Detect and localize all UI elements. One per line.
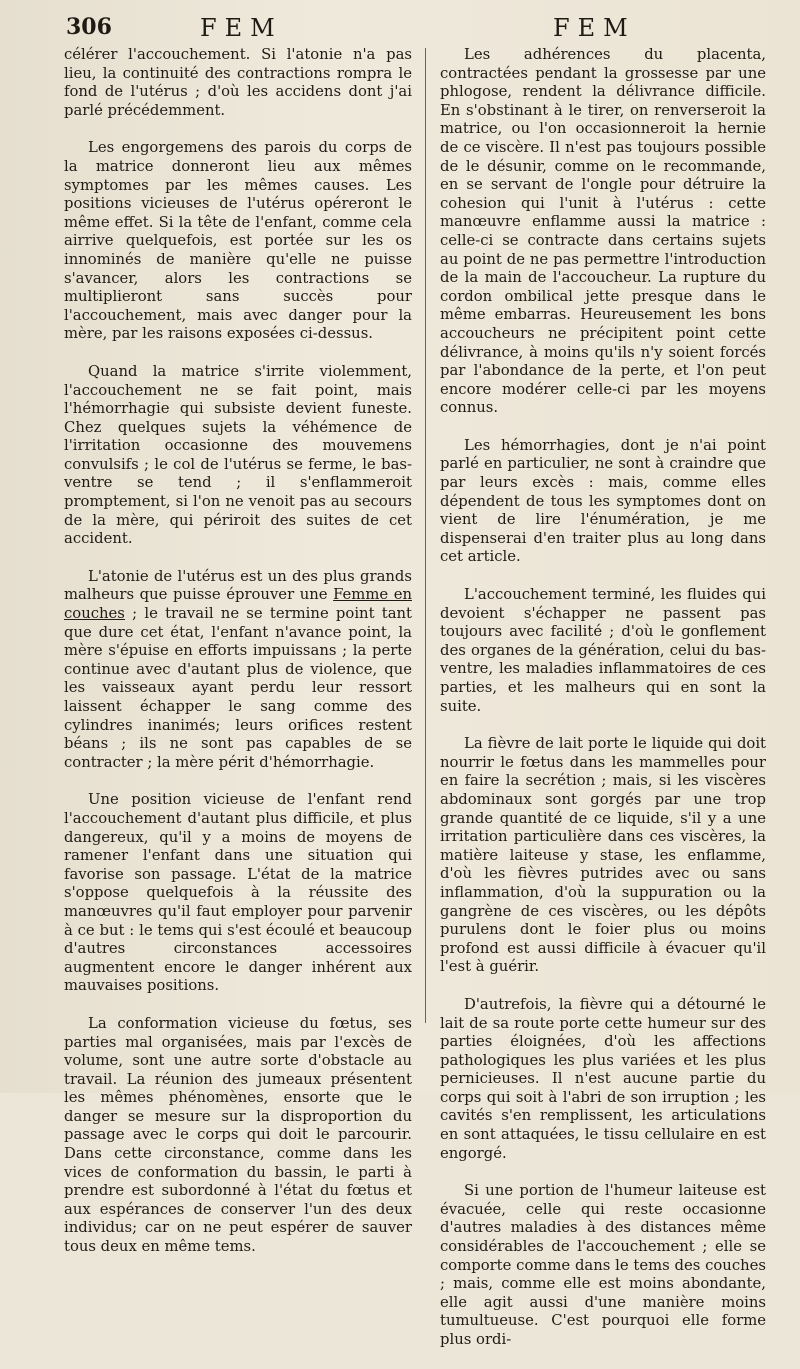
paragraph: La fièvre de lait porte le liquide qui doit nourrir le fœtus dans les mammelles pour en faire la secrétion ; mais, si les viscères abdominaux sont gorgés par une trop grande quantité de ce liquide, s'il y a une irritation particulière dans ces viscères, la matière laiteuse y stase, les enflamme, d'où les fièvres putrides avec ou sans inflammation, d'où la suppuration ou la gangrène de ces viscères, ou les dépôts purulens dont le foier plus ou moins profond est aussi difficile à évacuer qu'il l'est à guérir. bbox=[440, 735, 766, 976]
left-column bbox=[64, 46, 412, 1276]
paragraph: L'accouchement terminé, les fluides qui devoient s'échapper ne passent pas toujours avec facilité ; d'où le gonflement des organes de la génération, celui du bas-ventre, les maladies inflammatoires de ces parties, et les malheurs qui en sont la suite. bbox=[440, 586, 766, 715]
paragraph: Quand la matrice s'irrite violemment, l'accouchement ne se fait point, mais l'hémorrhagie qui subsiste devient funeste. Chez quelques sujets la véhémence de l'irritation occasionne des mouvemens convulsifs ; le col de l'utérus se ferme, le bas-ventre se tend ; il s'enflammeroit promptement, si l'on ne venoit pas au secours de la mère, qui périroit des suites de cet accident. bbox=[64, 362, 412, 548]
paragraph bbox=[64, 568, 412, 773]
running-head-right: FEM bbox=[553, 14, 636, 42]
paragraph-text: ; le travail ne se termine point tant que dure cet état, l'enfant n'avance point, la mère s'épuise en efforts impuissans ; la perte continue avec d'autant plus de violence, que les vaisseaux ayant perdu leur ressort laissent échapper le sang comme des cylindres inanimés; leurs orifices restent béans ; ils ne sont pas capables de se contracter ; la mère périt d'hémorrhagie. bbox=[64, 605, 412, 771]
paragraph-text: L'atonie de l'utérus est un des plus grands malheurs que puisse éprouver une bbox=[64, 567, 412, 604]
emphasized-term: Femme en couches bbox=[64, 586, 412, 623]
paragraph: La conformation vicieuse du fœtus, ses parties mal organisées, mais par l'excès de volume, sont une autre sorte d'obstacle au travail. La réunion des jumeaux présentent les mêmes phénomènes, ensorte que le danger se mesure sur la disproportion du passage avec le corps qui doit le parcourir. Dans cette circonstance, comme dans les vices de conformation du bassin, le parti à prendre est subordonné à l'état du fœtus et aux espérances de conserver l'un des deux individus; car on ne peut espérer de sauver tous deux en même tems. bbox=[64, 1014, 412, 1256]
paragraph: Si une portion de l'humeur laiteuse est évacuée, celle qui reste occasionne d'autres maladies à des distances même considérables de l'accouchement ; elle se comporte comme dans le tems des couches ; mais, comme elle est moins abondante, elle agit aussi d'une manière moins tumultueuse. C'est pourquoi elle forme plus ordi- bbox=[440, 1182, 766, 1348]
running-head-left: FEM bbox=[200, 14, 283, 42]
page-number: 306 bbox=[66, 14, 112, 40]
paragraph: célérer l'accouchement. Si l'atonie n'a pas lieu, la continuité des contractions rompra le fond de l'utérus ; d'où les accidens dont j'ai parlé précédemment. bbox=[64, 46, 412, 119]
paragraph: Les engorgemens des parois du corps de la matrice donneront lieu aux mêmes symptomes par les mêmes causes. Les positions vicieuses de l'utérus opéreront le même effet. Si la tête de l'enfant, comme cela airrive quelquefois, est portée sur les os innominés de manière qu'elle ne puisse s'avancer, alors les contractions se multiplieront sans succès pour l'accouchement, mais avec danger pour la mère, par les raisons exposées ci-dessus. bbox=[64, 139, 412, 343]
column-divider bbox=[425, 48, 426, 1023]
page-header bbox=[0, 14, 800, 44]
paragraph: Les hémorrhagies, dont je n'ai point parlé en particulier, ne sont à craindre que par leurs excès : mais, comme elles dépendent de tous les symptomes dont on vient de lire l'énumération, je me dispenserai d'en traiter plus au long dans cet article. bbox=[440, 436, 766, 566]
paragraph: D'autrefois, la fièvre qui a détourné le lait de sa route porte cette humeur sur des parties éloignées, d'où les affections pathologiques les plus variées et les plus pernicieuses. Il n'est aucune partie du corps qui soit à l'abri de son irruption ; les cavités s'en remplissent, les articulations en sont attaquées, le tissu cellulaire en est engorgé. bbox=[440, 995, 766, 1162]
paragraph: Les adhérences du placenta, contractées pendant la grossesse par une phlogose, rendent la délivrance difficile. En s'obstinant à le tirer, on renverseroit la matrice, ou l'on occasionneroit la hernie de ce viscère. Il n'est pas toujours possible de le désunir, comme on le recommande, en se servant de l'ongle pour détruire la cohesion qui l'unit à l'utérus : cette manœuvre enflamme aussi la matrice : celle-ci se contracte dans certains sujets au point de ne pas permettre l'introduction de la main de l'accoucheur. La rupture du cordon ombilical jette presque dans le même embarras. Heureusement les bons accoucheurs ne précipitent point cette délivrance, à moins qu'ils n'y soient forcés par l'abondance de la perte, et l'on peut encore modérer celle-ci par les moyens connus. bbox=[440, 46, 766, 417]
paragraph: Une position vicieuse de l'enfant rend l'accouchement d'autant plus difficile, et plus dangereux, qu'il y a moins de moyens de ramener l'enfant dans une situation qui favorise son passage. L'état de la matrice s'oppose quelquefois à la réussite des manœuvres qu'il faut employer pour parvenir à ce but : le tems qui s'est écoulé et beaucoup d'autres circonstances accessoires augmentent encore le danger inhérent aux mauvaises positions. bbox=[64, 791, 412, 995]
right-column bbox=[440, 46, 766, 1369]
